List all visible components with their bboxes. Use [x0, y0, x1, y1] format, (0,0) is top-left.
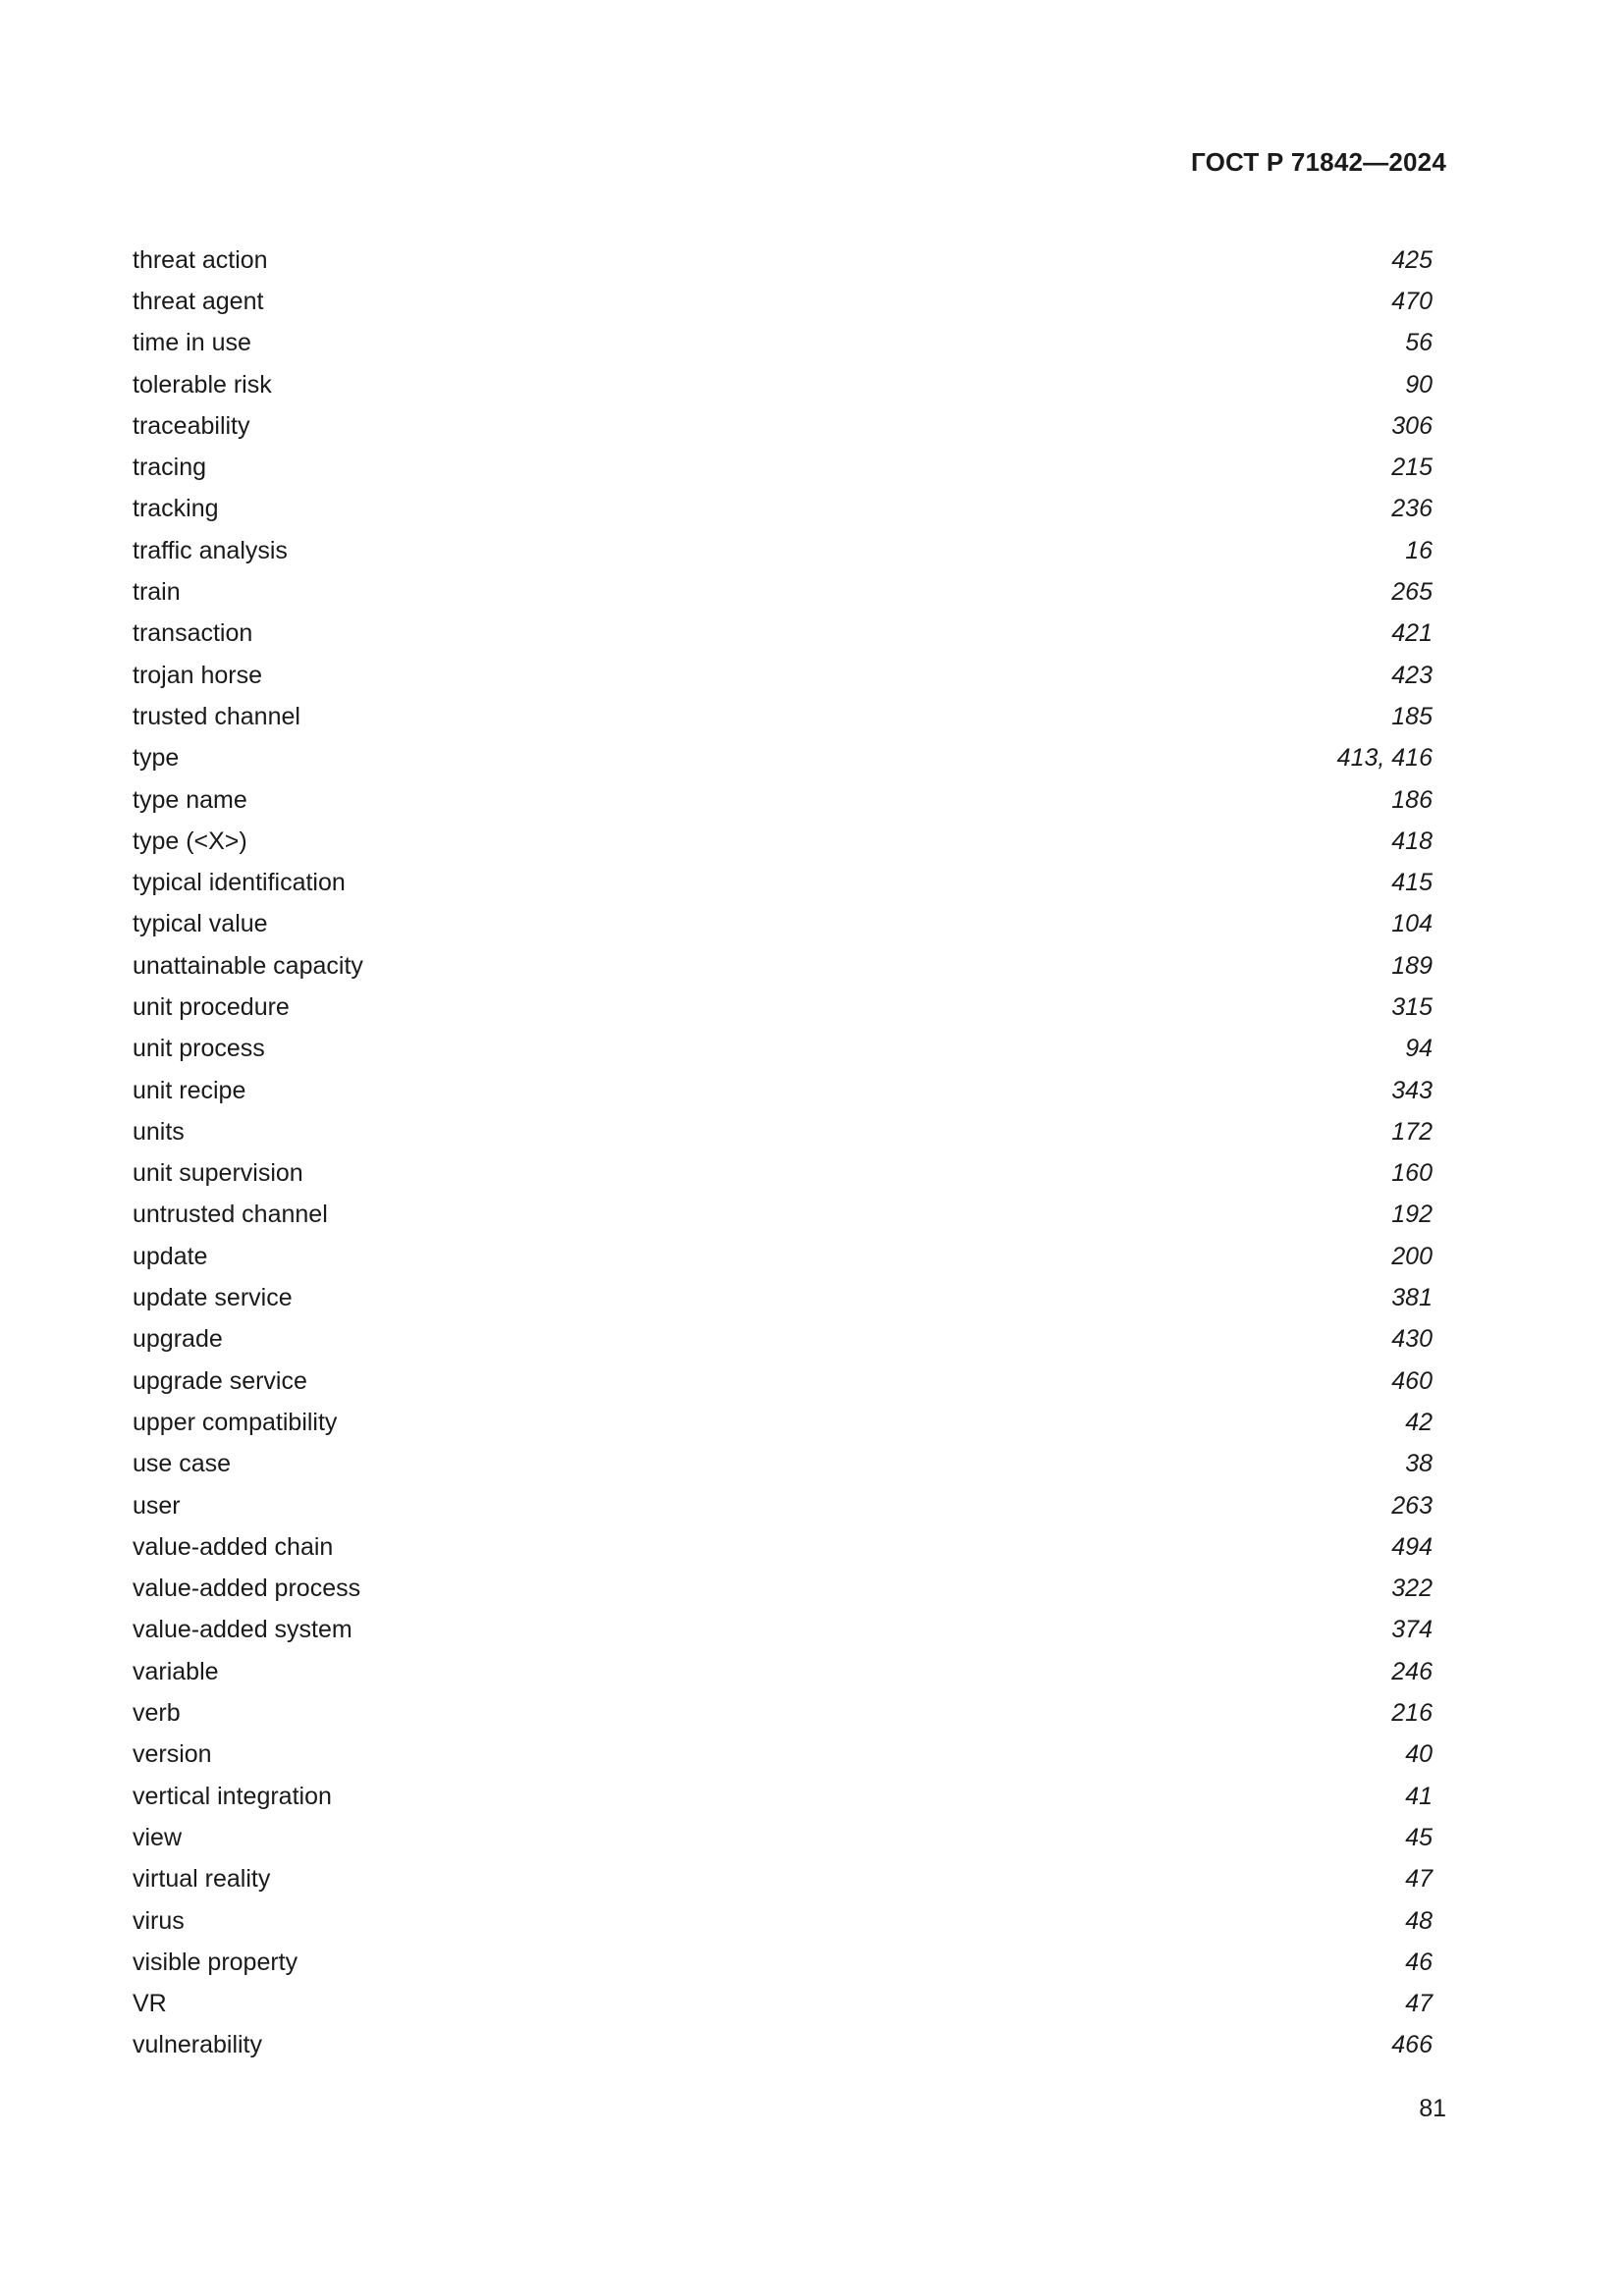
index-term: unit process — [133, 1035, 265, 1063]
index-term: type — [133, 744, 180, 773]
index-term: value-added chain — [133, 1532, 334, 1561]
index-row — [133, 904, 1433, 945]
index-term: tracing — [133, 454, 207, 482]
index-term: trusted channel — [133, 702, 300, 730]
index-row — [133, 1277, 1433, 1318]
index-ref: 186 — [1391, 785, 1433, 814]
index-row — [133, 323, 1433, 364]
index-ref: 460 — [1391, 1366, 1433, 1395]
index-row — [133, 1735, 1433, 1776]
index-term: unit procedure — [133, 992, 290, 1021]
index-term: vertical integration — [133, 1782, 332, 1810]
index-ref: 104 — [1391, 910, 1433, 938]
index-ref: 306 — [1391, 411, 1433, 440]
index-ref: 374 — [1391, 1616, 1433, 1644]
index-row — [133, 945, 1433, 987]
index-ref: 172 — [1391, 1117, 1433, 1146]
index-row — [133, 1942, 1433, 1983]
index-term: typical identification — [133, 869, 346, 897]
index-ref: 40 — [1405, 1740, 1433, 1769]
index-row — [133, 2025, 1433, 2066]
index-row — [133, 862, 1433, 903]
index-ref: 236 — [1391, 495, 1433, 523]
index-term: untrusted channel — [133, 1201, 328, 1229]
index-term: typical value — [133, 910, 268, 938]
index-row — [133, 489, 1433, 530]
index-term: update — [133, 1242, 208, 1270]
index-term: threat action — [133, 245, 268, 274]
index-ref: 423 — [1391, 661, 1433, 689]
index-term: traceability — [133, 411, 250, 440]
index-ref: 263 — [1391, 1491, 1433, 1520]
index-row — [133, 1402, 1433, 1443]
index-row — [133, 1111, 1433, 1152]
index-ref: 413, 416 — [1336, 744, 1433, 773]
index-term: train — [133, 578, 181, 607]
index-row — [133, 1361, 1433, 1402]
index-ref: 160 — [1391, 1159, 1433, 1188]
index-term: version — [133, 1740, 212, 1769]
index-row — [133, 1817, 1433, 1858]
index-row — [133, 1651, 1433, 1692]
index-row — [133, 1610, 1433, 1651]
index-row — [133, 1776, 1433, 1817]
index-term: virtual reality — [133, 1865, 271, 1894]
index-ref: 56 — [1405, 329, 1433, 357]
index-term: vulnerability — [133, 2031, 263, 2059]
index-ref: 47 — [1405, 1990, 1433, 2018]
index-ref: 185 — [1391, 702, 1433, 730]
index-term: time in use — [133, 329, 251, 357]
index-ref: 315 — [1391, 992, 1433, 1021]
index-term: type (<X>) — [133, 827, 247, 855]
index-row — [133, 614, 1433, 655]
index-term: unit recipe — [133, 1076, 246, 1104]
index-row — [133, 1859, 1433, 1900]
index-row — [133, 447, 1433, 488]
index-term: virus — [133, 1906, 185, 1935]
index-term: value-added system — [133, 1616, 352, 1644]
index-ref: 466 — [1391, 2031, 1433, 2059]
index-term: unit supervision — [133, 1159, 303, 1188]
index-row — [133, 1029, 1433, 1070]
index-row — [133, 1070, 1433, 1111]
index-ref: 415 — [1391, 869, 1433, 897]
index-term: variable — [133, 1657, 219, 1685]
index-row — [133, 281, 1433, 322]
index-term: upper compatibility — [133, 1408, 338, 1436]
index-row — [133, 779, 1433, 821]
index-row — [133, 1319, 1433, 1361]
index-row — [133, 571, 1433, 613]
index-term: visible property — [133, 1948, 298, 1976]
index-ref: 265 — [1391, 578, 1433, 607]
index-ref: 90 — [1405, 370, 1433, 399]
index-ref: 216 — [1391, 1699, 1433, 1728]
index-ref: 418 — [1391, 827, 1433, 855]
index-term: value-added process — [133, 1575, 361, 1603]
index-term: traffic analysis — [133, 536, 288, 564]
index-row — [133, 530, 1433, 571]
index-row — [133, 1983, 1433, 2024]
page-number: 81 — [1419, 2095, 1446, 2122]
index-term: type name — [133, 785, 247, 814]
index-ref: 322 — [1391, 1575, 1433, 1603]
index-ref: 430 — [1391, 1325, 1433, 1354]
index-ref: 381 — [1391, 1284, 1433, 1312]
index-term: upgrade — [133, 1325, 223, 1354]
index-row — [133, 1153, 1433, 1195]
document-header: ГОСТ Р 71842—2024 — [1191, 147, 1446, 177]
index-term: user — [133, 1491, 181, 1520]
index-row — [133, 1236, 1433, 1277]
index-term: tracking — [133, 495, 219, 523]
index-ref: 47 — [1405, 1865, 1433, 1894]
index-ref: 192 — [1391, 1201, 1433, 1229]
index-ref: 421 — [1391, 619, 1433, 648]
index-ref: 38 — [1405, 1450, 1433, 1478]
index-term: upgrade service — [133, 1366, 307, 1395]
index-row — [133, 738, 1433, 779]
index-row — [133, 364, 1433, 405]
index-ref: 94 — [1405, 1035, 1433, 1063]
index-ref: 343 — [1391, 1076, 1433, 1104]
index-list — [133, 240, 1433, 2066]
index-row — [133, 655, 1433, 696]
index-term: update service — [133, 1284, 293, 1312]
index-term: use case — [133, 1450, 232, 1478]
index-term: VR — [133, 1990, 167, 2018]
index-row — [133, 1569, 1433, 1610]
index-term: verb — [133, 1699, 181, 1728]
index-term: trojan horse — [133, 661, 263, 689]
index-ref: 42 — [1405, 1408, 1433, 1436]
index-row — [133, 240, 1433, 281]
index-row — [133, 821, 1433, 862]
index-term: units — [133, 1117, 185, 1146]
index-ref: 200 — [1391, 1242, 1433, 1270]
index-term: view — [133, 1823, 183, 1851]
index-term: tolerable risk — [133, 370, 272, 399]
index-ref: 494 — [1391, 1532, 1433, 1561]
index-row — [133, 405, 1433, 447]
index-term: unattainable capacity — [133, 951, 363, 980]
index-term: transaction — [133, 619, 253, 648]
index-row — [133, 1692, 1433, 1734]
index-row — [133, 1444, 1433, 1485]
index-row — [133, 1526, 1433, 1568]
index-ref: 46 — [1405, 1948, 1433, 1976]
index-ref: 189 — [1391, 951, 1433, 980]
index-row — [133, 1195, 1433, 1236]
index-ref: 425 — [1391, 245, 1433, 274]
index-row — [133, 1485, 1433, 1526]
index-ref: 16 — [1405, 536, 1433, 564]
index-ref: 246 — [1391, 1657, 1433, 1685]
index-row — [133, 1900, 1433, 1942]
index-row — [133, 987, 1433, 1028]
index-ref: 41 — [1405, 1782, 1433, 1810]
index-ref: 45 — [1405, 1823, 1433, 1851]
index-ref: 470 — [1391, 287, 1433, 315]
index-term: threat agent — [133, 287, 264, 315]
index-ref: 48 — [1405, 1906, 1433, 1935]
index-ref: 215 — [1391, 454, 1433, 482]
index-row — [133, 696, 1433, 737]
